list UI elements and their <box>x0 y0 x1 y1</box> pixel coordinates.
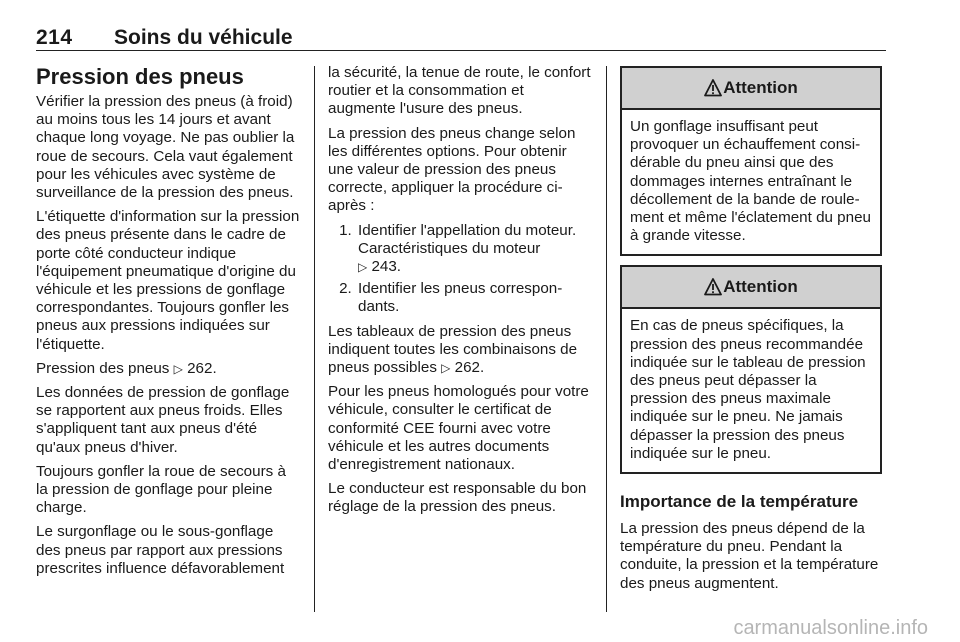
cross-reference-arrow-icon: ▷ <box>358 260 368 275</box>
paragraph <box>328 323 592 378</box>
cross-reference-arrow-icon: ▷ <box>441 361 451 376</box>
subsection-title: Importance de la température <box>620 492 859 512</box>
page-reference-link[interactable]: 243. <box>371 258 402 276</box>
procedure-list <box>328 222 592 317</box>
page-reference-link[interactable]: 262. <box>187 359 217 377</box>
paragraph: Vérifier la pression des pneus (à froid) au moins tous les 14 jours et avant chaque long voyage. Ne pas oublier la roue de secours. Cela vaut également pour les véhicules avec système de surveillance de la pression des pneus. <box>36 93 295 202</box>
step-text: Identifier les pneus correspondants. <box>358 280 563 316</box>
cross-reference-arrow-icon: ▷ <box>173 361 183 376</box>
paragraph: Le surgonflage ou le sous-gonflage des pneus par rapport aux pressions prescrites influence défavorablement <box>36 523 285 577</box>
warning-triangle-icon <box>704 278 722 296</box>
warning-box <box>620 265 882 474</box>
paragraph: Le conducteur est responsable du bon réglage de la pression des pneus. <box>328 480 587 516</box>
paragraph: La pression des pneus change selon les différentes options. Pour obtenir une valeur de pression des pneus correcte, appliquer la procédure ci-après : <box>328 124 576 215</box>
list-item <box>356 222 592 277</box>
warning-header <box>622 68 880 110</box>
paragraph-text: Pression des pneus <box>36 359 170 377</box>
warning-text: Un gonflage insuffisant peut provoquer un échauffement considérable du pneu ainsi que des dommages internes entraînant le décollement de la bande de roulement et même l'éclatement du pneu à grande vitesse. <box>630 118 871 245</box>
page-reference-link[interactable]: 262. <box>454 359 485 377</box>
warning-title: Attention <box>723 77 798 97</box>
column-2 <box>328 64 592 523</box>
paragraph: Pour les pneus homologués pour votre véhicule, consulter le certificat de conformité CEE fourni avec votre véhicule et les autres documents d'enregistrement nationaux. <box>328 383 589 474</box>
warning-text: En cas de pneus spécifiques, la pression des pneus recommandée indiquée sur le tableau de pression des pneus peut dépasser la pression des pneus maximale indiquée sur le pneu. Ne jamais dépasser la pression des pneus indiquée sur le pneu. <box>630 317 866 462</box>
paragraph <box>36 360 300 378</box>
section-title: Pression des pneus <box>36 64 244 89</box>
page-number: 214 <box>36 26 73 49</box>
list-item <box>356 280 592 316</box>
chapter-title: Soins du véhicule <box>114 26 293 49</box>
header-divider <box>36 50 886 51</box>
column-3 <box>620 66 884 599</box>
paragraph: La pression des pneus dépend de la température du pneu. Pendant la conduite, la pression et la température des pneus augmentent. <box>620 520 879 592</box>
paragraph: L'étiquette d'information sur la pression des pneus présente dans le cadre de porte côté conducteur indique l'équipement pneumatique d'origine du véhicule et les pressions de gonflage correspondantes. Toujours gonfler les pneus aux pressions indiquées sur l'étiquette. <box>36 208 300 353</box>
column-1 <box>36 64 300 584</box>
warning-header <box>622 267 880 309</box>
page-header <box>36 26 886 50</box>
paragraph: la sécurité, la tenue de route, le confort routier et la consommation et augmente l'usure des pneus. <box>328 64 591 118</box>
warning-box <box>620 66 882 256</box>
warning-triangle-icon <box>704 79 722 97</box>
watermark: carmanualsonline.info <box>733 617 928 639</box>
paragraph-text: Les tableaux de pression des pneus indiquent toutes les combinaisons de pneus possibles <box>328 322 578 377</box>
column-divider-right <box>606 66 607 612</box>
paragraph: Toujours gonfler la roue de secours à la pression de gonflage pour pleine charge. <box>36 462 286 517</box>
paragraph: Les données de pression de gonflage se rapportent aux pneus froids. Elles s'appliquent tant aux pneus d'été qu'aux pneus d'hiver. <box>36 384 290 456</box>
warning-title: Attention <box>723 277 798 297</box>
column-divider-left <box>314 66 315 612</box>
step-text: Identifier l'appellation du moteur. Caractéristiques du moteur <box>358 221 577 257</box>
